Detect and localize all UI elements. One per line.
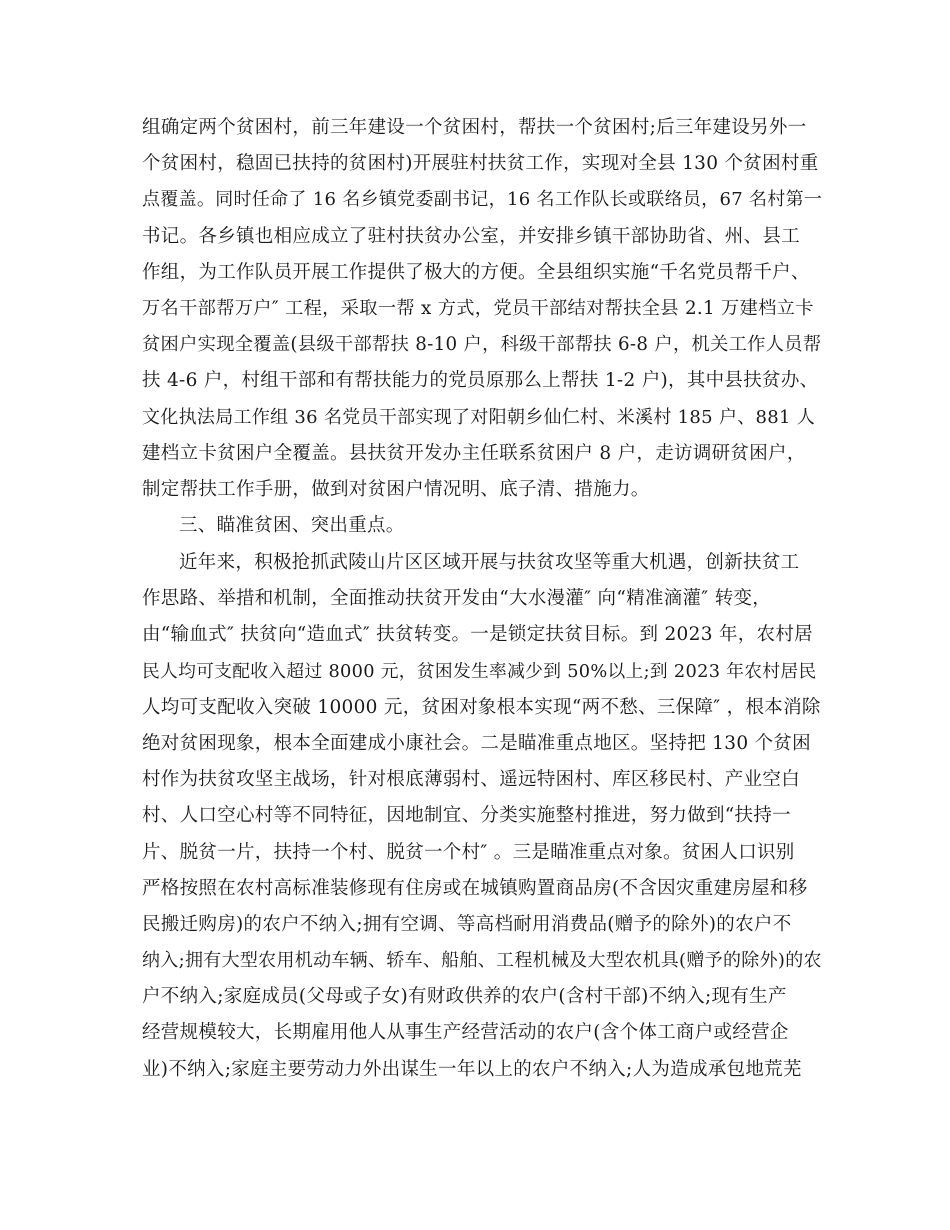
- paragraph-2-line: 村作为扶贫攻坚主战场，针对根底薄弱村、遥远特困村、库区移民村、产业空白: [142, 769, 801, 791]
- paragraph-1-line: 点覆盖。同时任命了 16 名乡镇党委副书记，16 名工作队长或联络员，67 名村第一: [142, 189, 823, 211]
- paragraph-1-line: 万名干部帮万户″ 工程，采取一帮 x 方式，党员干部结对帮扶全县 2.1 万建档立卡: [142, 297, 814, 319]
- section-heading-text: 三、瞄准贫困、突出重点。: [179, 515, 405, 536]
- paragraph-2-line: 业)不纳入;家庭主要劳动力外出谋生一年以上的农户不纳入;人为造成承包地荒芜: [142, 1058, 802, 1080]
- paragraph-2-line: 绝对贫困现象，根本全面建成小康社会。二是瞄准重点地区。坚持把 130 个贫困: [142, 732, 811, 754]
- paragraph-2-line: 经营规模较大，长期雇用他人从事生产经营活动的农户(含个体工商户或经营企: [142, 1022, 789, 1044]
- paragraph-1-line: 制定帮扶工作手册，做到对贫困户情况明、底子清、措施力。: [142, 478, 650, 500]
- paragraph-2-line: 人均可支配收入突破 10000 元，贫困对象根本实现“两不愁、三保障″ ，根本消除: [142, 696, 821, 718]
- paragraph-2-line: 作思路、举措和机制，全面推动扶贫开发由“大水漫灌″ 向“精准滴灌″ 转变，: [142, 588, 772, 610]
- paragraph-2-line: 严格按照在农村高标准装修现有住房或在城镇购置商品房(不含因灾重建房屋和移: [142, 877, 808, 899]
- paragraph-2-line: 户不纳入;家庭成员(父母或子女)有财政供养的农户(含村干部)不纳入;现有生产: [142, 986, 787, 1008]
- paragraph-1-line: 扶 4-6 户，村组干部和有帮扶能力的党员原那么上帮扶 1-2 户)，其中县扶贫办、: [142, 370, 819, 392]
- paragraph-1-line: 书记。各乡镇也相应成立了驻村扶贫办公室，并安排乡镇干部协助省、州、县工: [142, 225, 801, 247]
- paragraph-1-line: 文化执法局工作组 36 名党员干部实现了对阳朝乡仙仁村、米溪村 185 户、881 人: [142, 406, 816, 428]
- paragraph-2-line: 纳入;拥有大型农用机动车辆、轿车、船舶、工程机械及大型农机具(赠予的除外)的农: [142, 950, 822, 972]
- paragraph-2: [142, 545, 822, 1088]
- paragraph-1-line: 建档立卡贫困户全覆盖。县扶贫开发办主任联系贫困户 8 户，走访调研贫困户，: [142, 442, 806, 464]
- paragraph-2-line: 民搬迁购房)的农户不纳入;拥有空调、等高档耐用消费品(赠予的除外)的农户不: [142, 913, 792, 935]
- paragraph-1-line: 个贫困村，稳固已扶持的贫困村)开展驻村扶贫工作，实现对全县 130 个贫困村重: [142, 153, 819, 175]
- paragraph-1-line: 组确定两个贫困村，前三年建设一个贫困村，帮扶一个贫困村;后三年建设另外一: [142, 117, 807, 138]
- paragraph-1-line: 作组，为工作队员开展工作提供了极大的方便。全县组织实施“千名党员帮千户、: [142, 261, 810, 283]
- paragraph-2-line: 近年来，积极抢抓武陵山片区区域开展与扶贫攻坚等重大机遇，创新扶贫工: [179, 552, 800, 573]
- paragraph-2-line: 片、脱贫一片，扶持一个村、脱贫一个村″ 。三是瞄准重点对象。贫困人口识别: [142, 841, 795, 863]
- paragraph-2-line: 村、人口空心村等不同特征，因地制宜、分类实施整村推进，努力做到“扶持一: [142, 805, 791, 827]
- section-heading-3: [142, 508, 822, 544]
- paragraph-2-line: 由“输血式″ 扶贫向“造血式″ 扶贫转变。一是锁定扶贫目标。到 2023 年，农村居: [142, 624, 813, 646]
- paragraph-1-line: 贫困户实现全覆盖(县级干部帮扶 8-10 户，科级干部帮扶 6-8 户，机关工作人员帮: [142, 334, 822, 356]
- paragraph-1: [142, 110, 822, 508]
- paragraph-2-line: 民人均可支配收入超过 8000 元，贫困发生率减少到 50%以上;到 2023 年农村居民: [142, 661, 817, 682]
